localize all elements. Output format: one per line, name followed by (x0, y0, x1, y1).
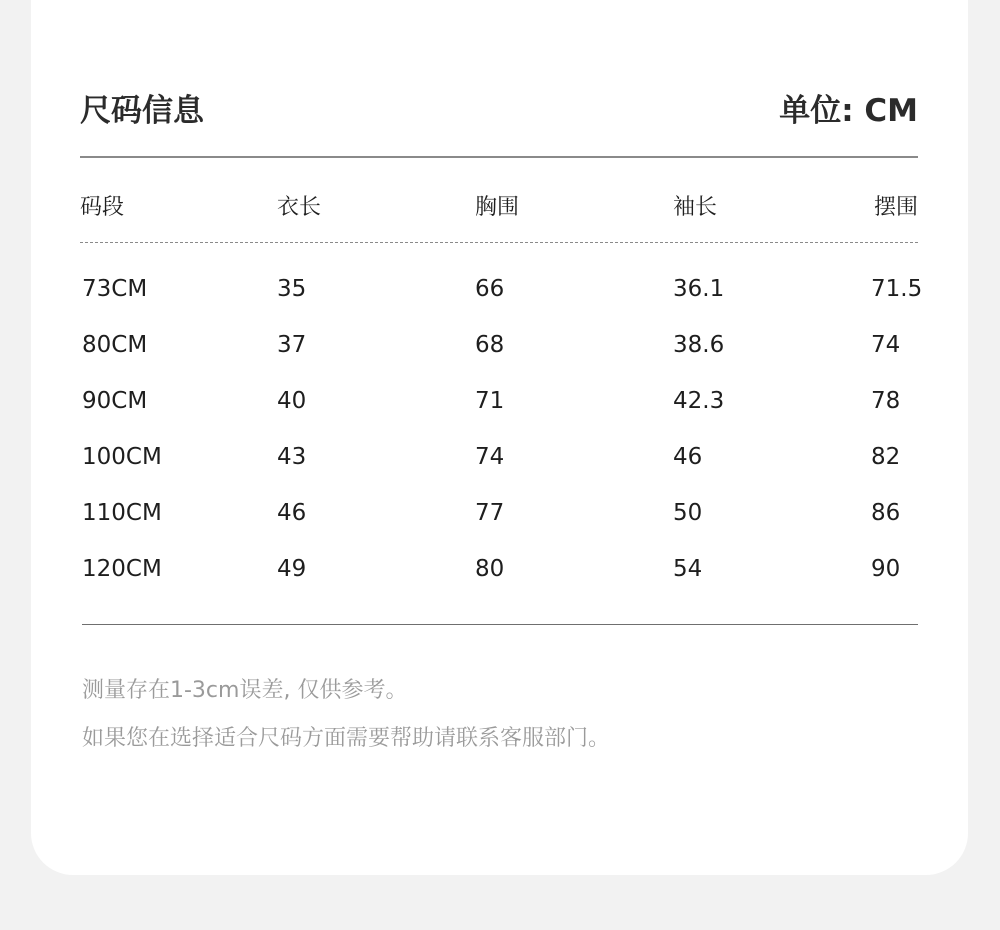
cell-length: 49 (277, 556, 307, 582)
cell-chest: 80 (475, 556, 505, 582)
cell-chest: 71 (475, 388, 505, 414)
cell-hem: 86 (871, 500, 901, 526)
cell-sleeve: 50 (673, 500, 703, 526)
column-header-sleeve: 袖长 (673, 195, 718, 220)
help-note: 如果您在选择适合尺码方面需要帮助请联系客服部门。 (82, 726, 611, 751)
table-bottom-divider (82, 624, 918, 625)
cell-length: 43 (277, 444, 307, 470)
cell-size: 80CM (82, 332, 148, 358)
cell-length: 46 (277, 500, 307, 526)
page-title: 尺码信息 (80, 93, 204, 129)
column-header-length: 衣长 (277, 195, 322, 220)
cell-hem: 74 (871, 332, 901, 358)
cell-sleeve: 42.3 (673, 388, 725, 414)
measurement-note: 测量存在1-3cm误差, 仅供参考。 (82, 678, 408, 703)
cell-size: 100CM (82, 444, 162, 470)
cell-length: 37 (277, 332, 307, 358)
cell-length: 40 (277, 388, 307, 414)
cell-chest: 66 (475, 276, 505, 302)
cell-hem: 90 (871, 556, 901, 582)
column-header-size: 码段 (80, 195, 125, 220)
cell-chest: 74 (475, 444, 505, 470)
header-dashed-divider (80, 242, 918, 243)
header-divider (80, 156, 918, 158)
cell-sleeve: 46 (673, 444, 703, 470)
cell-length: 35 (277, 276, 307, 302)
cell-hem: 82 (871, 444, 901, 470)
cell-size: 90CM (82, 388, 148, 414)
column-header-hem: 摆围 (873, 195, 918, 220)
cell-sleeve: 36.1 (673, 276, 725, 302)
cell-hem: 78 (871, 388, 901, 414)
column-header-chest: 胸围 (475, 195, 520, 220)
cell-sleeve: 38.6 (673, 332, 725, 358)
cell-size: 73CM (82, 276, 148, 302)
cell-sleeve: 54 (673, 556, 703, 582)
cell-chest: 77 (475, 500, 505, 526)
cell-chest: 68 (475, 332, 505, 358)
unit-label: 单位: CM (779, 93, 918, 129)
cell-size: 120CM (82, 556, 162, 582)
cell-size: 110CM (82, 500, 162, 526)
cell-hem: 71.5 (871, 276, 923, 302)
